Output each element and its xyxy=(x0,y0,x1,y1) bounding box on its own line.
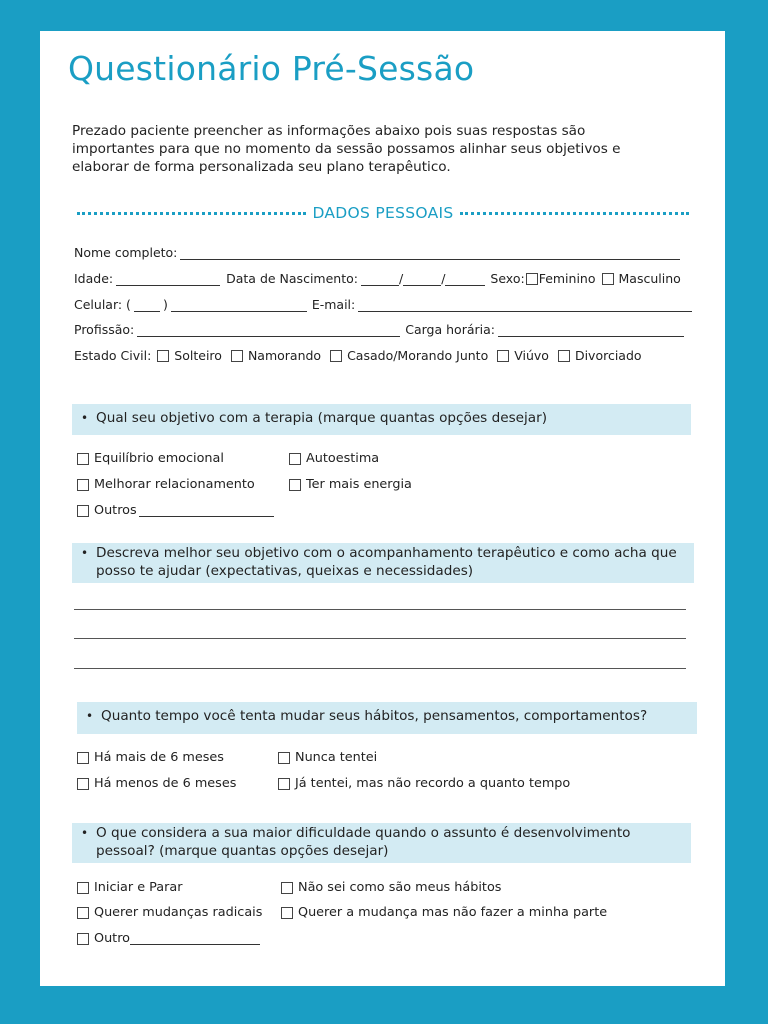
label-outro: Outro xyxy=(94,931,131,946)
label-idade: Idade: xyxy=(74,271,114,286)
checkbox-divorciado[interactable] xyxy=(558,350,570,362)
label-masculino: Masculino xyxy=(618,271,681,286)
checkbox-nao-fazer-parte[interactable] xyxy=(281,907,293,919)
checkbox-namorando[interactable] xyxy=(231,350,243,362)
checkbox-relacionamento[interactable] xyxy=(77,479,89,491)
label-mais-6-meses: Há mais de 6 meses xyxy=(94,750,224,765)
checkbox-outro[interactable] xyxy=(77,933,89,945)
divider-left xyxy=(77,212,306,215)
option-mudancas-radicais[interactable] xyxy=(77,905,262,920)
label-divorciado: Divorciado xyxy=(574,348,642,363)
option-nunca-tentei[interactable] xyxy=(278,750,377,765)
section-title: DADOS PESSOAIS xyxy=(312,204,454,222)
option-autoestima[interactable] xyxy=(289,451,379,466)
option-mais-6-meses[interactable] xyxy=(77,750,224,765)
checkbox-ja-tentei[interactable] xyxy=(278,778,290,790)
option-energia[interactable] xyxy=(289,477,412,492)
option-menos-6-meses[interactable] xyxy=(77,776,236,791)
form-page xyxy=(40,31,725,986)
input-profissao[interactable] xyxy=(137,324,400,337)
option-namorando[interactable] xyxy=(231,348,321,363)
checkbox-viuvo[interactable] xyxy=(497,350,509,362)
label-feminino: Feminino xyxy=(538,271,596,286)
row-celular xyxy=(74,294,692,312)
checkbox-equilibrio[interactable] xyxy=(77,453,89,465)
label-nao-sei: Não sei como são meus hábitos xyxy=(298,880,502,895)
label-nunca-tentei: Nunca tentei xyxy=(295,750,378,765)
input-nome[interactable] xyxy=(180,247,680,260)
input-outro[interactable] xyxy=(130,932,260,945)
option-nao-fazer-parte[interactable] xyxy=(281,905,607,920)
label-casado: Casado/Morando Junto xyxy=(347,348,489,363)
option-solteiro[interactable] xyxy=(157,348,222,363)
checkbox-menos-6-meses[interactable] xyxy=(77,778,89,790)
input-idade[interactable] xyxy=(116,273,220,286)
row-nome xyxy=(74,242,680,260)
input-ddd[interactable] xyxy=(134,299,160,312)
checkbox-mais-6-meses[interactable] xyxy=(77,752,89,764)
label-relacionamento: Melhorar relacionamento xyxy=(94,477,255,492)
option-equilibrio[interactable] xyxy=(77,451,224,466)
option-outros[interactable] xyxy=(77,503,274,518)
checkbox-iniciar-parar[interactable] xyxy=(77,882,89,894)
label-nascimento: Data de Nascimento: xyxy=(226,271,358,286)
option-masculino[interactable] xyxy=(602,271,681,286)
label-menos-6-meses: Há menos de 6 meses xyxy=(94,776,237,791)
option-outro[interactable] xyxy=(77,931,260,946)
row-estado-civil xyxy=(74,345,651,363)
question-dificuldade-text: O que considera a sua maior dificuldade quando o assunto é desenvolvimento pessoal? (marque quantas opções desejar) xyxy=(96,825,631,859)
checkbox-autoestima[interactable] xyxy=(289,453,301,465)
bullet-icon: • xyxy=(86,709,94,723)
label-energia: Ter mais energia xyxy=(306,477,412,492)
checkbox-casado[interactable] xyxy=(330,350,342,362)
row-idade xyxy=(74,268,690,286)
option-relacionamento[interactable] xyxy=(77,477,255,492)
checkbox-nunca-tentei[interactable] xyxy=(278,752,290,764)
bullet-icon: • xyxy=(81,826,89,840)
label-ja-tentei: Já tentei, mas não recordo a quanto tempo xyxy=(295,776,571,791)
label-outros: Outros xyxy=(94,503,137,518)
option-ja-tentei[interactable] xyxy=(278,776,570,791)
input-carga[interactable] xyxy=(498,324,684,337)
label-email: E-mail: xyxy=(311,297,356,312)
row-profissao xyxy=(74,319,684,337)
page-title: Questionário Pré-Sessão xyxy=(68,49,475,88)
input-celular[interactable] xyxy=(171,299,307,312)
answer-line-3[interactable] xyxy=(74,668,686,669)
checkbox-mudancas-radicais[interactable] xyxy=(77,907,89,919)
divider-right xyxy=(460,212,689,215)
option-viuvo[interactable] xyxy=(497,348,549,363)
label-mudancas-radicais: Querer mudanças radicais xyxy=(94,905,263,920)
label-nome: Nome completo: xyxy=(74,245,178,260)
option-iniciar-parar[interactable] xyxy=(77,880,183,895)
label-iniciar-parar: Iniciar e Parar xyxy=(94,880,183,895)
label-sexo: Sexo: xyxy=(490,271,525,286)
question-descreva-text: Descreva melhor seu objetivo com o acompanhamento terapêutico e como acha que posso te ajudar (expectativas, queixas e necessidades) xyxy=(96,545,677,579)
option-nao-sei[interactable] xyxy=(281,880,501,895)
answer-line-2[interactable] xyxy=(74,638,686,639)
checkbox-outros[interactable] xyxy=(77,505,89,517)
label-solteiro: Solteiro xyxy=(174,348,222,363)
question-tempo-text: Quanto tempo você tenta mudar seus hábitos, pensamentos, comportamentos? xyxy=(101,708,648,724)
option-divorciado[interactable] xyxy=(558,348,642,363)
bullet-icon: • xyxy=(81,546,89,560)
input-outros[interactable] xyxy=(139,504,274,517)
label-celular-close: ) xyxy=(162,297,168,312)
question-descreva xyxy=(72,543,694,583)
question-objetivo xyxy=(72,404,691,435)
option-casado[interactable] xyxy=(330,348,488,363)
bullet-icon: • xyxy=(81,411,89,425)
label-nao-fazer-parte: Querer a mudança mas não fazer a minha parte xyxy=(298,905,608,920)
question-dificuldade xyxy=(72,823,691,863)
checkbox-feminino[interactable] xyxy=(526,273,538,285)
label-namorando: Namorando xyxy=(247,348,322,363)
input-email[interactable] xyxy=(358,299,692,312)
checkbox-nao-sei[interactable] xyxy=(281,882,293,894)
section-header-dados-pessoais xyxy=(77,202,689,224)
option-feminino[interactable] xyxy=(525,271,596,286)
label-celular: Celular: ( xyxy=(74,297,131,312)
answer-line-1[interactable] xyxy=(74,609,686,610)
checkbox-solteiro[interactable] xyxy=(157,350,169,362)
label-profissao: Profissão: xyxy=(74,322,135,337)
label-autoestima: Autoestima xyxy=(306,451,380,466)
checkbox-energia[interactable] xyxy=(289,479,301,491)
label-estado-civil: Estado Civil: xyxy=(74,348,152,363)
intro-text: Prezado paciente preencher as informações abaixo pois suas respostas são importantes para que no momento da sessão possamos alinhar seus objetivos e elaborar de forma personalizada seu plano terapêutico. xyxy=(72,123,621,175)
label-viuvo: Viúvo xyxy=(514,348,549,363)
question-objetivo-text: Qual seu objetivo com a terapia (marque quantas opções desejar) xyxy=(96,410,548,426)
label-carga: Carga horária: xyxy=(405,322,495,337)
label-equilibrio: Equilíbrio emocional xyxy=(94,451,224,466)
checkbox-masculino[interactable] xyxy=(602,273,614,285)
input-nascimento[interactable]: / / xyxy=(361,271,485,286)
question-tempo xyxy=(77,702,697,734)
